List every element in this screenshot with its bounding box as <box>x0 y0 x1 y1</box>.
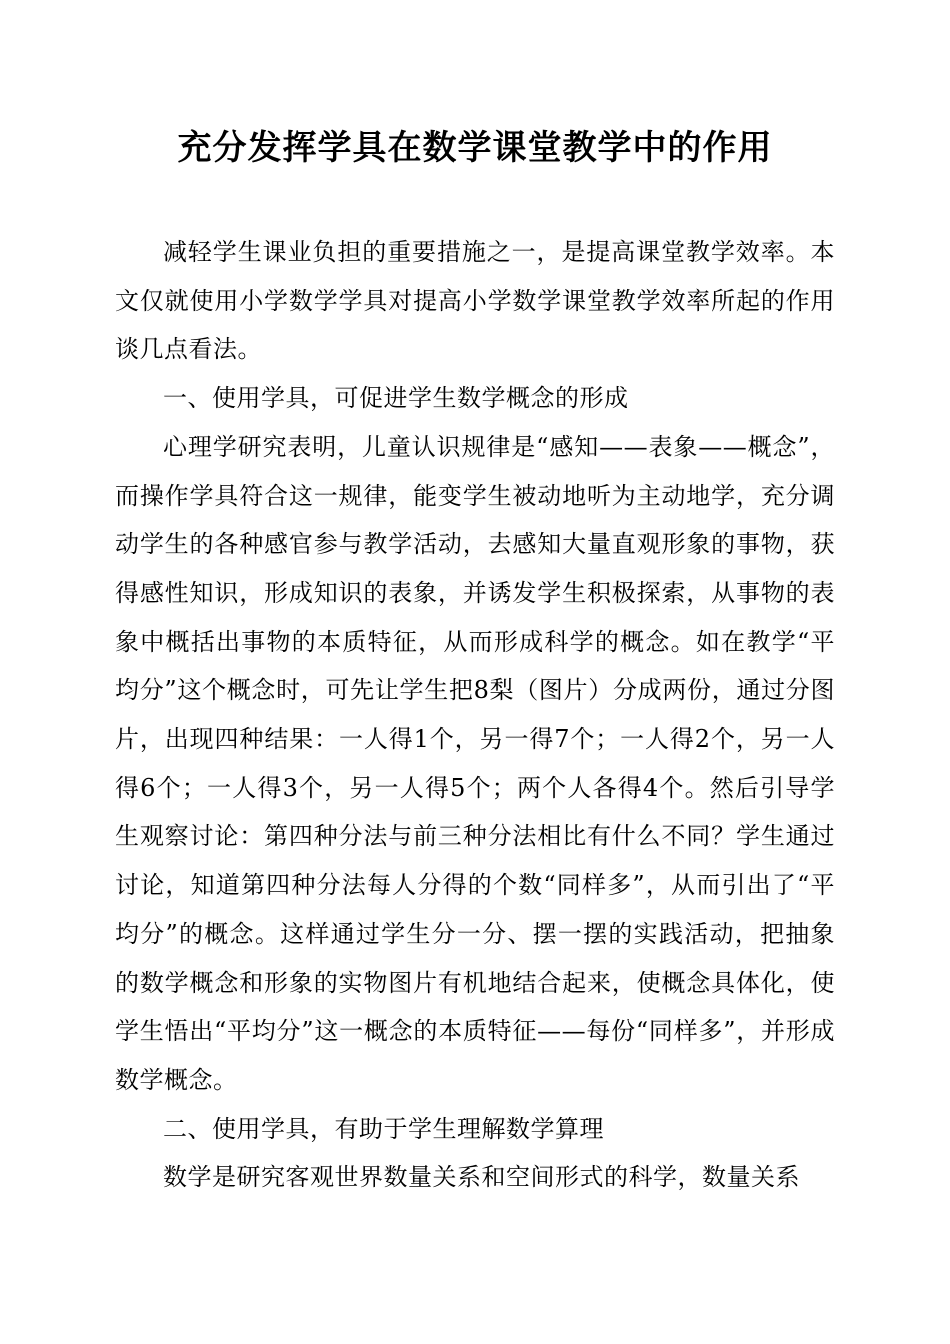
paragraph-section-2: 数学是研究客观世界数量关系和空间形式的科学，数量关系 <box>163 1163 800 1192</box>
paragraph-intro: 减轻学生课业负担的重要措施之一，是提高课堂教学效率。本文仅就使用小学数学学具对提高小学数学课堂教学效率所起的作用谈几点看法。 <box>115 238 835 364</box>
section-heading-1: 一、使用学具，可促进学生数学概念的形成 <box>163 384 629 413</box>
section-heading-2: 二、使用学具，有助于学生理解数学算理 <box>163 1114 604 1143</box>
paragraph-section-1: 心理学研究表明，儿童认识规律是“感知——表象——概念”，而操作学具符合这一规律，能变学生被动地听为主动地学，充分调动学生的各种感官参与教学活动，去感知大量直观形象的事物，获得感性知识，形成知识的表象，并诱发学生积极探索，从事物的表象中概括出事物的本质特征，从而形成科学的概念。如在教学“平均分”这个概念时，可先让学生把8梨（图片）分成两份，通过分图片，出现四种结果：一人得1个，另一得7个；一人得2个，另一人得6个；一人得3个，另一人得5个；两个人各得4个。然后引导学生观察讨论：第四种分法与前三种分法相比有什么不同？学生通过讨论，知道第四种分法每人分得的个数“同样多”，从而引出了“平均分”的概念。这样通过学生分一分、摆一摆的实践活动，把抽象的数学概念和形象的实物图片有机地结合起来，使概念具体化，使学生悟出“平均分”这一概念的本质特征——每份“同样多”，并形成数学概念。 <box>115 432 835 1094</box>
document-title: 充分发挥学具在数学课堂教学中的作用 <box>177 128 773 168</box>
document-body <box>115 228 835 1202</box>
